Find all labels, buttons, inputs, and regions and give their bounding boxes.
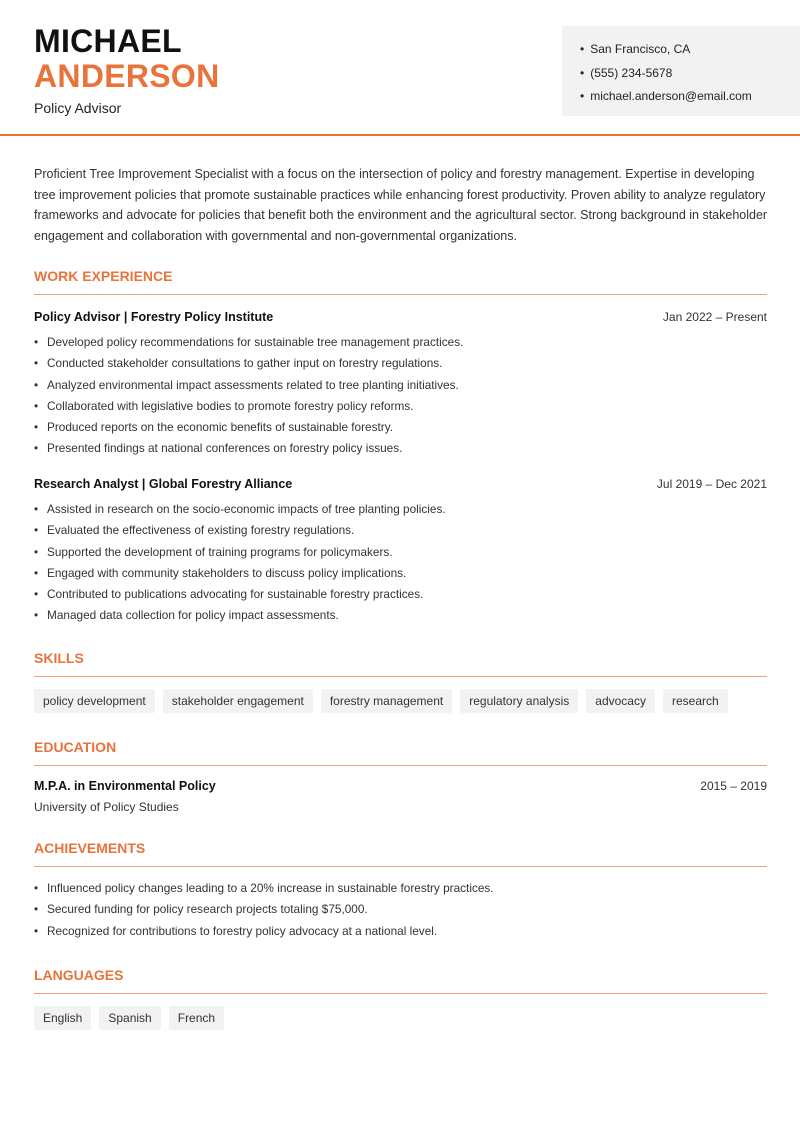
contact-phone: • (555) 234-5678 bbox=[580, 62, 800, 86]
job-bullets bbox=[34, 499, 767, 627]
skill-tag: forestry management bbox=[321, 689, 452, 713]
job-dates: Jan 2022 – Present bbox=[662, 310, 767, 324]
job-bullets bbox=[34, 332, 767, 460]
language-tag: English bbox=[34, 1006, 91, 1030]
list-item: • Managed data collection for policy impact assessments. bbox=[34, 605, 767, 626]
list-item: • Collaborated with legislative bodies to promote forestry policy reforms. bbox=[34, 396, 767, 417]
skill-tag: regulatory analysis bbox=[460, 689, 578, 713]
list-item: • Influenced policy changes leading to a 20% increase in sustainable forestry practices. bbox=[34, 878, 767, 899]
list-item: • Recognized for contributions to forestry policy advocacy at a national level. bbox=[34, 921, 767, 942]
list-item: • Assisted in research on the socio-economic impacts of tree planting policies. bbox=[34, 499, 767, 520]
language-tag: Spanish bbox=[99, 1006, 160, 1030]
school-name: University of Policy Studies bbox=[34, 800, 179, 814]
job-dates: Jul 2019 – Dec 2021 bbox=[656, 477, 767, 491]
list-item: • Engaged with community stakeholders to discuss policy implications. bbox=[34, 563, 767, 584]
contact-box bbox=[562, 26, 800, 116]
contact-location: • San Francisco, CA bbox=[580, 38, 800, 62]
job-title: Research Analyst | Global Forestry Alliance bbox=[34, 477, 293, 491]
list-item: • Analyzed environmental impact assessments related to tree planting initiatives. bbox=[34, 375, 767, 396]
job-role: Policy Advisor bbox=[34, 100, 122, 116]
degree-title: M.P.A. in Environmental Policy bbox=[34, 779, 216, 793]
section-title-languages: LANGUAGES bbox=[34, 967, 767, 994]
job-title: Policy Advisor | Forestry Policy Institute bbox=[34, 310, 274, 324]
skill-tag: policy development bbox=[34, 689, 155, 713]
list-item: • Presented findings at national conferences on forestry policy issues. bbox=[34, 438, 767, 459]
first-name: MICHAEL bbox=[34, 23, 182, 59]
resume-header bbox=[0, 0, 800, 136]
summary-paragraph: Proficient Tree Improvement Specialist with a focus on the intersection of policy and forestry management. Expertise in developing tree improvement policies that promote sustainable practices while enhancing forest productivity. Proven ability to analyze regulatory frameworks and advocate for policies that benefit both the environment and the agricultural sector. Strong background in stakeholder engagement and collaboration with governmental and non-governmental organizations. bbox=[34, 167, 768, 243]
skills-tags bbox=[34, 689, 728, 713]
skill-tag: research bbox=[663, 689, 728, 713]
list-item: • Evaluated the effectiveness of existing forestry regulations. bbox=[34, 520, 767, 541]
language-tags bbox=[34, 1006, 224, 1030]
list-item: • Contributed to publications advocating for sustainable forestry practices. bbox=[34, 584, 767, 605]
skill-tag: stakeholder engagement bbox=[163, 689, 313, 713]
section-title-skills: SKILLS bbox=[34, 650, 767, 677]
last-name: ANDERSON bbox=[34, 58, 220, 94]
achievement-bullets bbox=[34, 878, 767, 942]
section-title-work: WORK EXPERIENCE bbox=[34, 268, 767, 295]
list-item: • Developed policy recommendations for sustainable tree management practices. bbox=[34, 332, 767, 353]
candidate-name bbox=[34, 24, 220, 94]
section-title-achievements: ACHIEVEMENTS bbox=[34, 840, 767, 867]
list-item: • Secured funding for policy research projects totaling $75,000. bbox=[34, 899, 767, 920]
education-dates: 2015 – 2019 bbox=[700, 779, 767, 793]
skill-tag: advocacy bbox=[586, 689, 655, 713]
list-item: • Produced reports on the economic benefits of sustainable forestry. bbox=[34, 417, 767, 438]
contact-email: • michael.anderson@email.com bbox=[580, 85, 800, 109]
section-title-education: EDUCATION bbox=[34, 739, 767, 766]
list-item: • Supported the development of training programs for policymakers. bbox=[34, 542, 767, 563]
list-item: • Conducted stakeholder consultations to gather input on forestry regulations. bbox=[34, 353, 767, 374]
language-tag: French bbox=[169, 1006, 224, 1030]
